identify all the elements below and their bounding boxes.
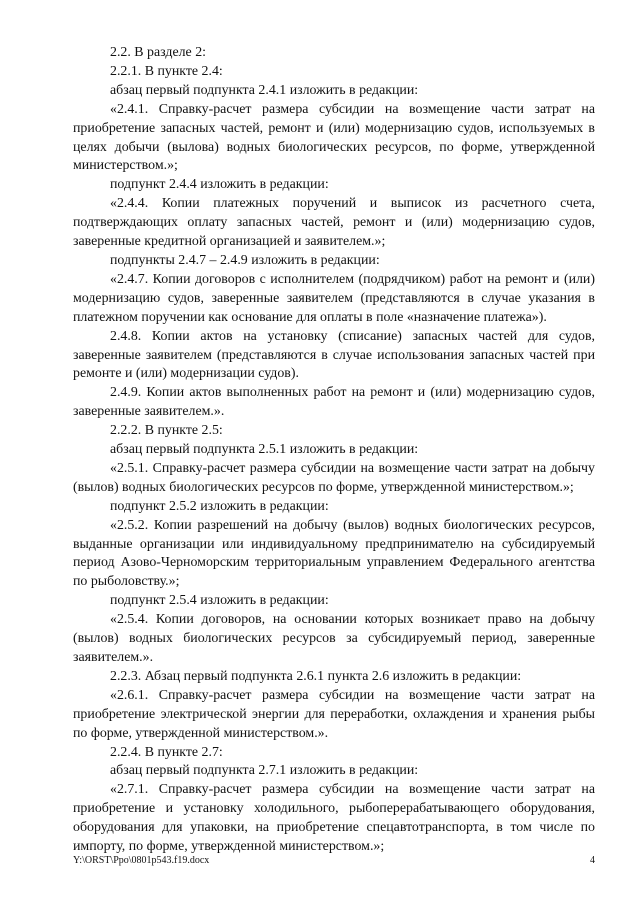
paragraph: 2.4.8. Копии актов на установку (списание) запасных частей для судов, заверенные заявителем (представляются в случае использования запасных частей при ремонте и (или) модернизации судов). xyxy=(73,328,595,382)
paragraph: «2.6.1. Справку-расчет размера субсидии на возмещение части затрат на приобретение электрической энергии для переработки, охлаждения и хранения рыбы по форме, утвержденной министерством.». xyxy=(73,687,595,741)
paragraph: абзац первый подпункта 2.5.1 изложить в редакции: xyxy=(110,442,419,458)
paragraph: подпункт 2.4.4 изложить в редакции: xyxy=(110,177,329,193)
paragraph: 2.2.4. В пункте 2.7: xyxy=(110,744,223,760)
paragraph: «2.5.2. Копии разрешений на добычу (вылов) водных биологических ресурсов, выданные организации или индивидуальному предпринимателю на субсидируемый период Азово-Черноморским территориальным управлением Федерального агентства по рыболовству.»; xyxy=(73,517,595,590)
paragraph: «2.4.7. Копии договоров с исполнителем (подрядчиком) работ на ремонт и (или) модернизацию судов, заверенные заявителем (представляются в случае указания в платежном поручении как основание для оплаты в поле «назначение платежа»). xyxy=(73,271,595,325)
paragraph: подпункт 2.5.4 изложить в редакции: xyxy=(110,593,329,609)
paragraph: 2.2. В разделе 2: xyxy=(110,45,206,60)
paragraph: «2.4.1. Справку-расчет размера субсидии на возмещение части затрат на приобретение запасных частей, ремонт и (или) модернизацию судов, используемых в целях добычи (вылова) водных биологических ресурсов, по форме, утвержденной министерством.»; xyxy=(73,101,595,174)
document-body xyxy=(73,44,595,857)
page-number: 4 xyxy=(590,855,595,866)
file-path: Y:\ORST\Ppo\0801p543.f19.docx xyxy=(73,855,210,866)
paragraph: «2.4.4. Копии платежных поручений и выписок из расчетного счета, подтверждающих оплату запасных частей, ремонт и (или) модернизацию судов, заверенные кредитной организацией и заявителем.»; xyxy=(73,196,595,250)
paragraph: абзац первый подпункта 2.7.1 изложить в редакции: xyxy=(110,763,419,779)
paragraph: 2.2.1. В пункте 2.4: xyxy=(110,63,223,79)
paragraph: «2.5.1. Справку-расчет размера субсидии на возмещение части затрат на добычу (вылов) водных биологических ресурсов по форме, утвержденной министерством.»; xyxy=(73,460,595,495)
paragraph: «2.5.4. Копии договоров, на основании которых возникает право на добычу (вылов) водных биологических ресурсов за субсидируемый период, заверенные заявителем.». xyxy=(73,612,595,665)
paragraph: 2.4.9. Копии актов выполненных работ на ремонт и (или) модернизацию судов, заверенные заявителем.». xyxy=(73,385,595,420)
paragraph: абзац первый подпункта 2.4.1 изложить в редакции: xyxy=(110,82,419,98)
paragraph: 2.2.3. Абзац первый подпункта 2.6.1 пункта 2.6 изложить в редакции: xyxy=(110,668,522,684)
paragraph: 2.2.2. В пункте 2.5: xyxy=(110,423,223,439)
paragraph: подпункт 2.5.2 изложить в редакции: xyxy=(110,498,329,514)
paragraph: подпункты 2.4.7 – 2.4.9 изложить в редакции: xyxy=(110,252,380,268)
paragraph: «2.7.1. Справку-расчет размера субсидии на возмещение части затрат на приобретение и установку холодильного, рыбоперерабатывающего оборудования, оборудования для упаковки, на приобретение спецавтотранспорта, в том числе по импорту, по форме, утвержденной министерством.»; xyxy=(73,782,595,855)
